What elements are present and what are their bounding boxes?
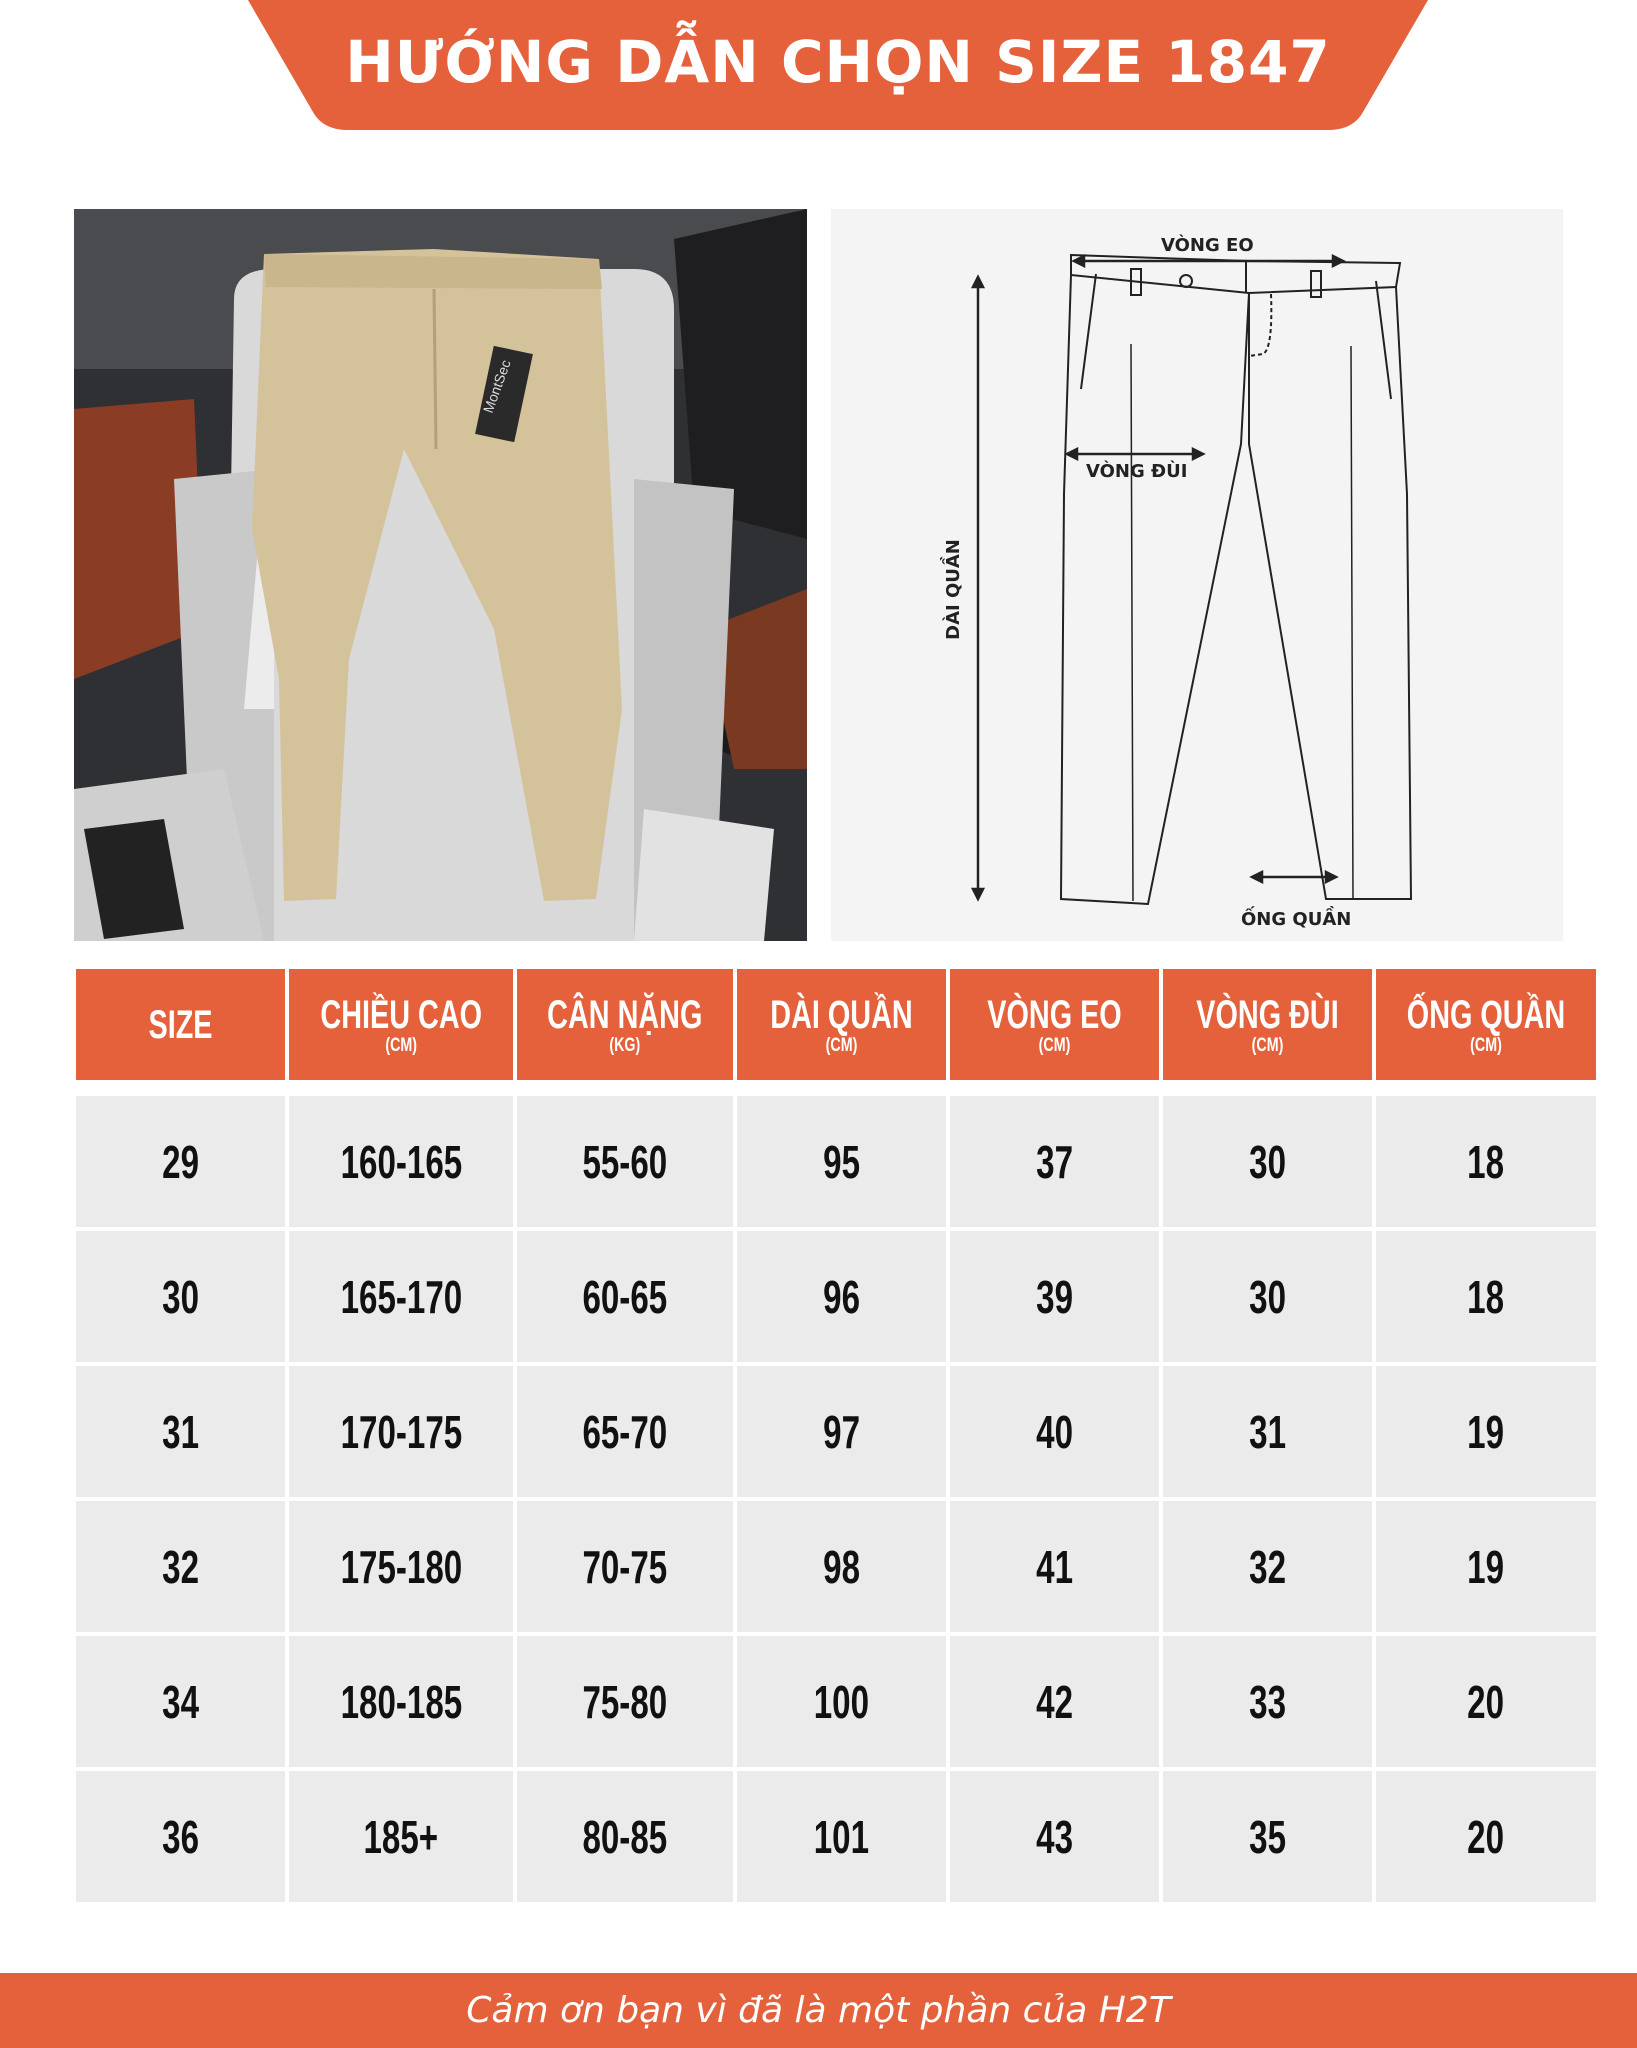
table-cell (76, 1636, 285, 1767)
table-cell (1376, 1636, 1596, 1767)
column-header-label: ỐNG QUẦN (1406, 992, 1566, 1037)
table-cell (517, 1096, 733, 1227)
column-header-label: CÂN NẶNG (547, 992, 703, 1037)
table-cell (1163, 1771, 1372, 1902)
cell-value: 37 (1036, 1135, 1073, 1188)
table-cell (950, 1096, 1159, 1227)
table-cell (950, 1636, 1159, 1767)
cell-value: 98 (823, 1540, 860, 1593)
table-cell (737, 1231, 946, 1362)
cell-value: 185+ (363, 1810, 439, 1863)
table-cell (517, 1771, 733, 1902)
table-cell (737, 1096, 946, 1227)
table-cell (1163, 1636, 1372, 1767)
title-banner (248, 0, 1428, 130)
column-header (737, 969, 946, 1080)
hem-label: ỐNG QUẦN (1241, 909, 1352, 930)
cell-value: 19 (1467, 1405, 1505, 1458)
table-cell (737, 1771, 946, 1902)
table-cell (950, 1771, 1159, 1902)
measurement-diagram (831, 209, 1563, 941)
cell-value: 34 (162, 1675, 199, 1728)
table-row (76, 1366, 1596, 1497)
cell-value: 32 (162, 1540, 199, 1593)
column-header-unit: (CM) (1470, 1034, 1502, 1056)
table-cell (1163, 1096, 1372, 1227)
table-header-row (76, 969, 1596, 1080)
cell-value: 19 (1467, 1540, 1505, 1593)
cell-value: 29 (162, 1135, 199, 1188)
cell-value: 32 (1249, 1540, 1286, 1593)
cell-value: 18 (1467, 1270, 1505, 1323)
cell-value: 165-170 (340, 1270, 463, 1323)
table-cell (517, 1636, 733, 1767)
column-header-label: VÒNG ĐÙI (1196, 992, 1339, 1037)
cell-value: 95 (823, 1135, 860, 1188)
table-cell (289, 1231, 513, 1362)
cell-value: 30 (1249, 1135, 1286, 1188)
table-cell (737, 1366, 946, 1497)
table-row (76, 1231, 1596, 1362)
column-header-unit: (CM) (385, 1034, 418, 1056)
waist-label: VÒNG EO (1161, 235, 1254, 256)
table-cell (1376, 1771, 1596, 1902)
table-cell (1376, 1231, 1596, 1362)
table-cell (517, 1366, 733, 1497)
column-header (76, 969, 285, 1080)
footer-thanks: Cảm ơn bạn vì đã là một phần của H2T (0, 1973, 1637, 2048)
cell-value: 20 (1467, 1675, 1505, 1728)
cell-value: 100 (813, 1675, 870, 1728)
table-cell (737, 1501, 946, 1632)
column-header-label: SIZE (148, 1002, 213, 1047)
table-row (76, 1771, 1596, 1902)
cell-value: 18 (1467, 1135, 1505, 1188)
table-cell (289, 1501, 513, 1632)
table-cell (289, 1771, 513, 1902)
table-cell (76, 1231, 285, 1362)
cell-value: 180-185 (340, 1675, 463, 1728)
cell-value: 42 (1036, 1675, 1073, 1728)
column-header-unit: (CM) (1038, 1034, 1071, 1056)
table-cell (76, 1366, 285, 1497)
table-cell (950, 1501, 1159, 1632)
cell-value: 31 (162, 1405, 199, 1458)
cell-value: 30 (1249, 1270, 1286, 1323)
table-row (76, 1636, 1596, 1767)
column-header (950, 969, 1159, 1080)
product-photo (74, 209, 807, 941)
cell-value: 41 (1036, 1540, 1073, 1593)
table-cell (289, 1636, 513, 1767)
table-cell (76, 1096, 285, 1227)
table-cell (1163, 1501, 1372, 1632)
column-header (517, 969, 733, 1080)
cell-value: 31 (1249, 1405, 1286, 1458)
cell-value: 39 (1036, 1270, 1073, 1323)
hang-tag-text: MontSec (479, 357, 514, 416)
cell-value: 170-175 (340, 1405, 463, 1458)
table-cell (1376, 1366, 1596, 1497)
table-cell (1163, 1231, 1372, 1362)
column-header-unit: (CM) (1251, 1034, 1284, 1056)
cell-value: 55-60 (582, 1135, 668, 1188)
cell-value: 101 (813, 1810, 870, 1863)
column-header-unit: (CM) (825, 1034, 858, 1056)
cell-value: 160-165 (340, 1135, 463, 1188)
column-header (289, 969, 513, 1080)
cell-value: 33 (1249, 1675, 1286, 1728)
table-cell (289, 1096, 513, 1227)
column-header (1163, 969, 1372, 1080)
page-title: HƯỚNG DẪN CHỌN SIZE 1847 (345, 28, 1331, 96)
length-label: DÀI QUẦN (942, 539, 964, 640)
table-cell (950, 1366, 1159, 1497)
size-table (72, 965, 1600, 1906)
table-cell (737, 1636, 946, 1767)
column-header-label: DÀI QUẦN (770, 992, 913, 1037)
table-row (76, 1501, 1596, 1632)
column-header-label: VÒNG EO (987, 992, 1122, 1037)
cell-value: 96 (823, 1270, 860, 1323)
cell-value: 30 (162, 1270, 199, 1323)
cell-value: 40 (1036, 1405, 1073, 1458)
cell-value: 20 (1467, 1810, 1505, 1863)
table-row (76, 1096, 1596, 1227)
cell-value: 175-180 (340, 1540, 463, 1593)
table-cell (517, 1501, 733, 1632)
cell-value: 36 (162, 1810, 199, 1863)
column-header (1376, 969, 1596, 1080)
cell-value: 60-65 (582, 1270, 668, 1323)
table-cell (1163, 1366, 1372, 1497)
cell-value: 43 (1036, 1810, 1073, 1863)
table-cell (517, 1231, 733, 1362)
column-header-unit: (KG) (609, 1034, 641, 1056)
table-cell (1376, 1096, 1596, 1227)
table-cell (1376, 1501, 1596, 1632)
table-cell (950, 1231, 1159, 1362)
cell-value: 35 (1249, 1810, 1286, 1863)
cell-value: 75-80 (582, 1675, 668, 1728)
cell-value: 97 (823, 1405, 860, 1458)
cell-value: 80-85 (582, 1810, 668, 1863)
table-cell (76, 1501, 285, 1632)
column-header-label: CHIỀU CAO (320, 992, 483, 1037)
table-cell (289, 1366, 513, 1497)
thigh-label: VÒNG ĐÙI (1086, 461, 1188, 482)
cell-value: 70-75 (582, 1540, 668, 1593)
table-cell (76, 1771, 285, 1902)
cell-value: 65-70 (582, 1405, 668, 1458)
